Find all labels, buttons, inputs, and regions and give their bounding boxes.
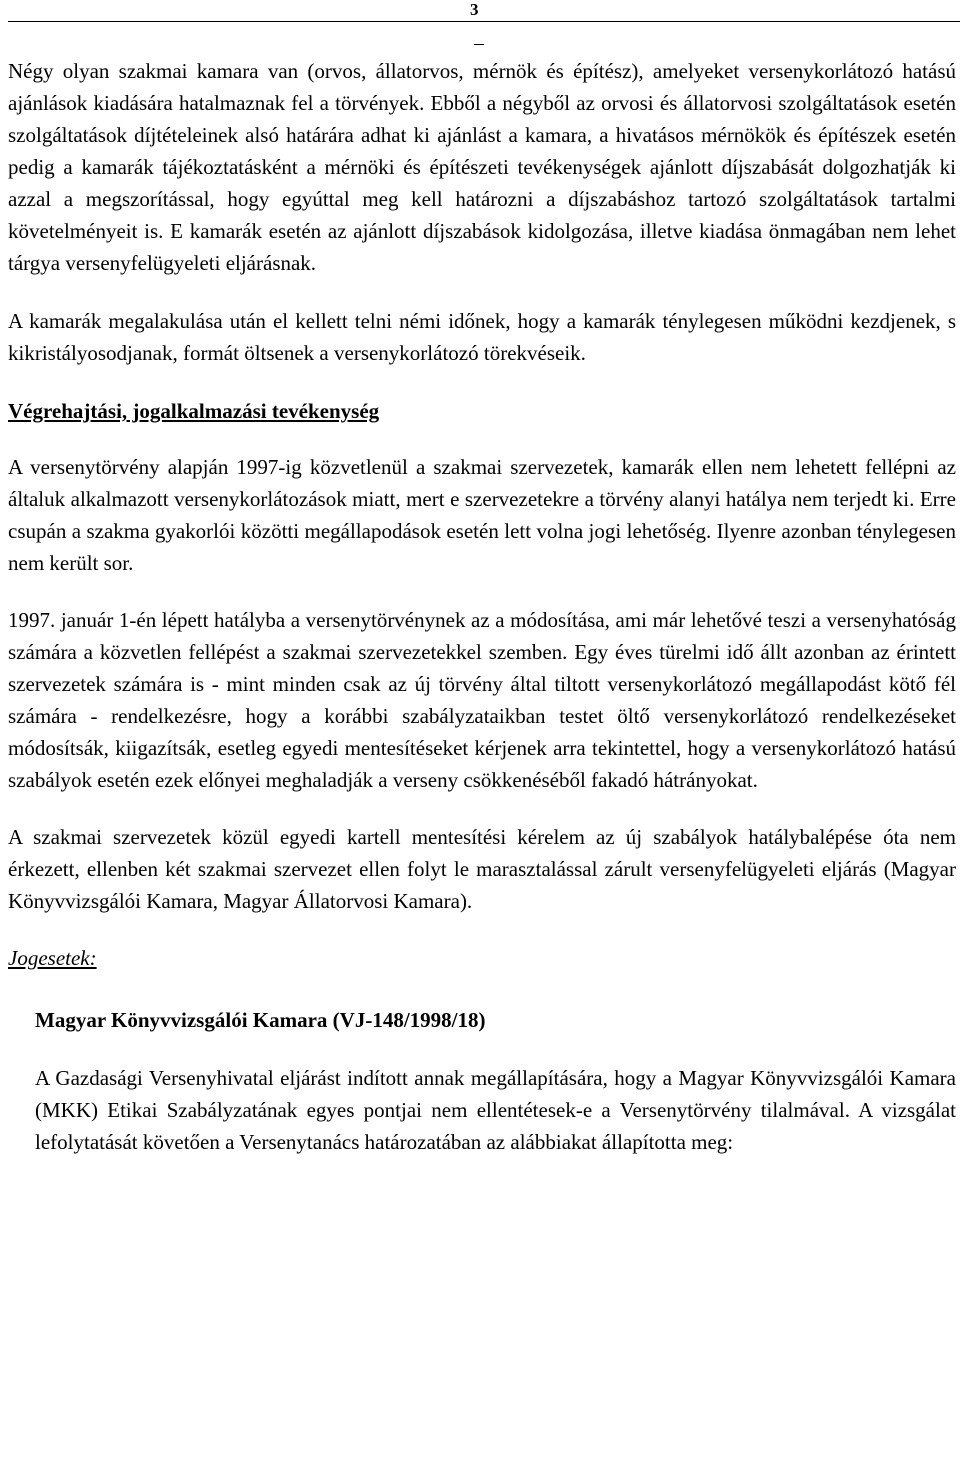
paragraph-competition-law: A versenytörvény alapján 1997-ig közvetlenül a szakmai szervezetek, kamarák ellen nem lehetett fellépni az általuk alkalmazott versenykorlátozások miatt, mert e szervezetekre a törvény alanyi hatálya nem terjedt ki. Erre csupán a szakma gyakorlói közötti megállapodások esetén lett volna jogi lehetőség. Ilyenre azonban ténylegesen nem került sor. xyxy=(8,455,956,575)
paragraph-case-description: A Gazdasági Versenyhivatal eljárást indított annak megállapítására, hogy a Magyar Könyvvizsgálói Kamara (MKK) Etikai Szabályzatának egyes pontjai nem ellentétesek-e a Versenytörvény tilalmával. A vizsgálat lefolytatását követően a Versenytanács határozatában az alábbiakat állapította meg: xyxy=(35,1066,956,1154)
section-heading: Végrehajtási, jogalkalmazási tevékenység xyxy=(8,399,380,423)
paragraph-1997-amendment: 1997. január 1-én lépett hatályba a versenytörvénynek az a módosítása, ami már lehetővé teszi a versenyhatóság számára a közvetlen fellépést a szakmai szervezetekkel szemben. Egy éves türelmi idő állt azonban az érintett szervezetek számára is - mint minden csak az új törvény által tiltott versenykorlátozó megállapodást kötő fél számára - rendelkezésre, hogy a korábbi szabályzataikban testet öltő versenykorlátozó rendelkezéseket módosítsák, kiigazítsák, esetleg egyedi mentesítéseket kérjenek arra tekintettel, hogy a versenykorlátozó hatású szabályok esetén ezek előnyei meghaladják a verseny csökkenéséből fakadó hátrányokat. xyxy=(8,608,956,792)
case-block xyxy=(35,1004,956,1158)
jogesetek-heading: Jogesetek: xyxy=(8,946,97,970)
header-dash xyxy=(474,44,484,45)
paragraph-chambers: Négy olyan szakmai kamara van (orvos, állatorvos, mérnök és építész), amelyeket versenykorlátozó hatású ajánlások kiadására hatalmaznak fel a törvények. Ebből a négyből az orvosi és állatorvosi szolgáltatások esetén szolgáltatások díjtételeinek alsó határára adhat ki ajánlást a kamara, a hivatásos mérnökök és építészek esetén pedig a kamarák tájékoztatásként a mérnöki és építészeti tevékenységek ajánlott díjszabását dolgozhatják ki azzal a megszorítással, hogy egyúttal meg kell határozni a díjszabáshoz tartozó szolgáltatások tartalmi követelményeit is. E kamarák esetén az ajánlott díjszabások kidolgozása, illetve kiadása önmagában nem lehet tárgya versenyfelügyeleti eljárásnak. xyxy=(8,59,956,275)
page-number: 3 xyxy=(470,0,479,19)
page-header xyxy=(0,0,960,40)
document-body xyxy=(8,55,956,1158)
case-title: Magyar Könyvvizsgálói Kamara (VJ-148/1998/18) xyxy=(35,1008,486,1032)
paragraph-proceedings: A szakmai szervezetek közül egyedi kartell mentesítési kérelem az új szabályok hatálybalépése óta nem érkezett, ellenben két szakmai szervezet ellen folyt le marasztalással zárult versenyfelügyeleti eljárás (Magyar Könyvvizsgálói Kamara, Magyar Állatorvosi Kamara). xyxy=(8,825,956,913)
header-rule xyxy=(8,21,960,22)
paragraph-chamber-formation: A kamarák megalakulása után el kellett telni némi időnek, hogy a kamarák ténylegesen működni kezdjenek, s kikristályosodjanak, formát öltsenek a versenykorlátozó törekvéseik. xyxy=(8,309,956,365)
